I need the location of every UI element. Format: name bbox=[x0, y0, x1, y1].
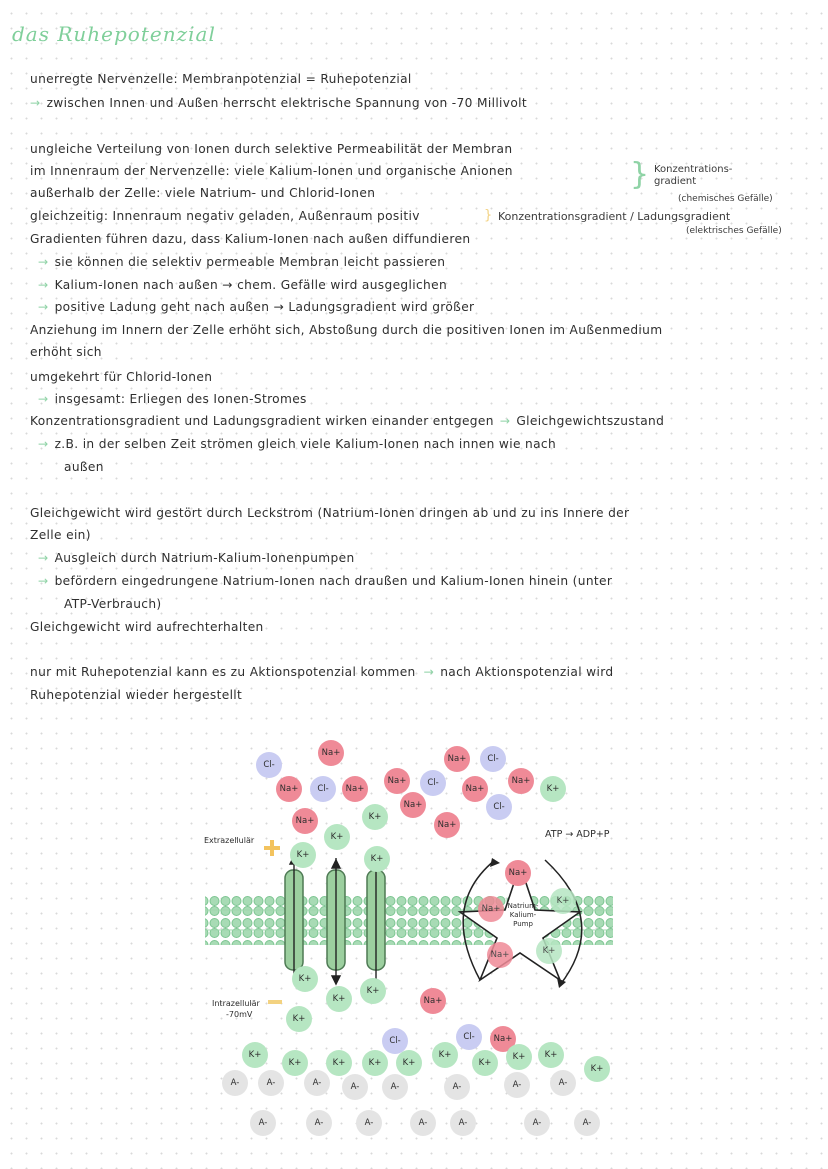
potassium-ion: K+ bbox=[362, 804, 388, 830]
anion: A- bbox=[306, 1110, 332, 1136]
sodium-ion: Na+ bbox=[444, 746, 470, 772]
brace-icon: } bbox=[630, 157, 650, 192]
text-line: Gleichgewicht wird gestört durch Leckstrom (Natrium-Ionen dringen ab und zu ins Innere der bbox=[30, 506, 630, 520]
anion: A- bbox=[410, 1110, 436, 1136]
text-line: ATP-Verbrauch) bbox=[64, 597, 162, 611]
chloride-ion: Cl- bbox=[256, 752, 282, 778]
potassium-ion: K+ bbox=[432, 1042, 458, 1068]
sodium-ion: Na+ bbox=[487, 942, 513, 968]
potassium-ion: K+ bbox=[324, 824, 350, 850]
anion: A- bbox=[304, 1070, 330, 1096]
page-title: das Ruhepotenzial bbox=[12, 22, 216, 46]
potassium-ion: K+ bbox=[282, 1050, 308, 1076]
text-line: → Kalium-Ionen nach außen → chem. Gefälle wird ausgeglichen bbox=[38, 278, 448, 292]
potassium-ion: K+ bbox=[550, 888, 576, 914]
arrow-icon: → bbox=[499, 414, 511, 428]
sodium-ion: Na+ bbox=[342, 776, 368, 802]
sodium-ion: Na+ bbox=[318, 740, 344, 766]
potassium-ion: K+ bbox=[326, 1050, 352, 1076]
pump-label: Natrium-Kalium-Pump bbox=[507, 902, 539, 928]
text-line: erhöht sich bbox=[30, 345, 102, 359]
arrow-icon: → bbox=[38, 255, 49, 269]
sodium-ion: Na+ bbox=[462, 776, 488, 802]
potassium-ion: K+ bbox=[290, 842, 316, 868]
text-line: nur mit Ruhepotenzial kann es zu Aktionspotenzial kommen → nach Aktionspotenzial wird bbox=[30, 665, 614, 679]
chloride-ion: Cl- bbox=[486, 794, 512, 820]
chloride-ion: Cl- bbox=[382, 1028, 408, 1054]
anion: A- bbox=[258, 1070, 284, 1096]
potassium-ion: K+ bbox=[396, 1050, 422, 1076]
text-line: außerhalb der Zelle: viele Natrium- und Chlorid-Ionen bbox=[30, 186, 376, 200]
membrane-voltage: -70mV bbox=[226, 1010, 253, 1019]
arrow-icon: → bbox=[423, 665, 435, 679]
anion: A- bbox=[382, 1074, 408, 1100]
arrow-icon: → bbox=[38, 278, 49, 292]
potassium-ion: K+ bbox=[292, 966, 318, 992]
potassium-ion: K+ bbox=[506, 1044, 532, 1070]
potassium-ion: K+ bbox=[326, 986, 352, 1012]
anion: A- bbox=[550, 1070, 576, 1096]
pump-arrow-head bbox=[490, 858, 500, 867]
text-line: gleichzeitig: Innenraum negativ geladen, Außenraum positiv bbox=[30, 209, 420, 223]
text-line: Gradienten führen dazu, dass Kalium-Ionen nach außen diffundieren bbox=[30, 232, 471, 246]
atp-label: ATP → ADP+P bbox=[545, 829, 610, 840]
side-note: gradient bbox=[654, 176, 697, 187]
anion: A- bbox=[222, 1070, 248, 1096]
potassium-ion: K+ bbox=[540, 776, 566, 802]
side-note: (chemisches Gefälle) bbox=[678, 194, 773, 204]
chloride-ion: Cl- bbox=[420, 770, 446, 796]
anion: A- bbox=[450, 1110, 476, 1136]
text-line: → z.B. in der selben Zeit strömen gleich viele Kalium-Ionen nach innen wie nach bbox=[38, 437, 557, 451]
side-note: (elektrisches Gefälle) bbox=[686, 226, 782, 236]
arrow-icon: → bbox=[30, 96, 41, 110]
sodium-ion: Na+ bbox=[508, 768, 534, 794]
arrow-icon: → bbox=[38, 392, 49, 406]
text-line: → insgesamt: Erliegen des Ionen-Stromes bbox=[38, 392, 307, 406]
chloride-ion: Cl- bbox=[310, 776, 336, 802]
sodium-ion: Na+ bbox=[478, 896, 504, 922]
arrow-icon: → bbox=[38, 300, 49, 314]
potassium-ion: K+ bbox=[472, 1050, 498, 1076]
potassium-ion: K+ bbox=[536, 938, 562, 964]
text-line: unerregte Nervenzelle: Membranpotenzial = Ruhepotenzial bbox=[30, 72, 412, 86]
plus-sign bbox=[264, 840, 280, 856]
sodium-ion: Na+ bbox=[292, 808, 318, 834]
chloride-ion: Cl- bbox=[456, 1024, 482, 1050]
potassium-ion: K+ bbox=[286, 1006, 312, 1032]
arrow-icon: → bbox=[38, 574, 49, 588]
side-note: Konzentrations- bbox=[654, 164, 733, 175]
sodium-ion: Na+ bbox=[400, 792, 426, 818]
sodium-ion: Na+ bbox=[420, 988, 446, 1014]
sodium-ion: Na+ bbox=[490, 1026, 516, 1052]
extracellular-label: Extrazellulär bbox=[204, 836, 255, 845]
anion: A- bbox=[574, 1110, 600, 1136]
text-line: im Innenraum der Nervenzelle: viele Kalium-Ionen und organische Anionen bbox=[30, 164, 513, 178]
anion: A- bbox=[504, 1072, 530, 1098]
anion: A- bbox=[356, 1110, 382, 1136]
potassium-ion: K+ bbox=[362, 1050, 388, 1076]
potassium-ion: K+ bbox=[360, 978, 386, 1004]
arrow-icon: → bbox=[38, 437, 49, 451]
potassium-ion: K+ bbox=[538, 1042, 564, 1068]
sodium-ion: Na+ bbox=[276, 776, 302, 802]
anion: A- bbox=[524, 1110, 550, 1136]
anion: A- bbox=[250, 1110, 276, 1136]
text-line: Zelle ein) bbox=[30, 528, 91, 542]
arrow-icon: → bbox=[38, 551, 49, 565]
text-line: Ruhepotenzial wieder hergestellt bbox=[30, 688, 243, 702]
text-line: ungleiche Verteilung von Ionen durch selektive Permeabilität der Membran bbox=[30, 142, 513, 156]
text-line: Konzentrationsgradient und Ladungsgradient wirken einander entgegen → Gleichgewichtszustand bbox=[30, 414, 665, 428]
side-note: Konzentrationsgradient / Ladungsgradient bbox=[498, 210, 731, 223]
sodium-ion: Na+ bbox=[505, 860, 531, 886]
text-line: → positive Ladung geht nach außen → Ladungsgradient wird größer bbox=[38, 300, 475, 314]
potassium-ion: K+ bbox=[364, 846, 390, 872]
anion: A- bbox=[342, 1074, 368, 1100]
text-line: → sie können die selektiv permeable Membran leicht passieren bbox=[38, 255, 446, 269]
text-line: → Ausgleich durch Natrium-Kalium-Ionenpumpen bbox=[38, 551, 355, 565]
text-line: → zwischen Innen und Außen herrscht elektrische Spannung von -70 Millivolt bbox=[30, 96, 528, 110]
text-line: außen bbox=[64, 460, 104, 474]
text-line: Anziehung im Innern der Zelle erhöht sich, Abstoßung durch die positiven Ionen im Außenmedium bbox=[30, 323, 663, 337]
sodium-ion: Na+ bbox=[434, 812, 460, 838]
potassium-ion: K+ bbox=[242, 1042, 268, 1068]
text-line: → befördern eingedrungene Natrium-Ionen nach draußen und Kalium-Ionen hinein (unter bbox=[38, 574, 613, 588]
potassium-ion: K+ bbox=[584, 1056, 610, 1082]
chloride-ion: Cl- bbox=[480, 746, 506, 772]
intracellular-label: Intrazellulär bbox=[212, 999, 260, 1008]
text-line: umgekehrt für Chlorid-Ionen bbox=[30, 370, 213, 384]
sodium-ion: Na+ bbox=[384, 768, 410, 794]
brace-icon: } bbox=[484, 208, 493, 223]
text-line: Gleichgewicht wird aufrechterhalten bbox=[30, 620, 264, 634]
membrane-diagram bbox=[0, 730, 828, 1160]
anion: A- bbox=[444, 1074, 470, 1100]
